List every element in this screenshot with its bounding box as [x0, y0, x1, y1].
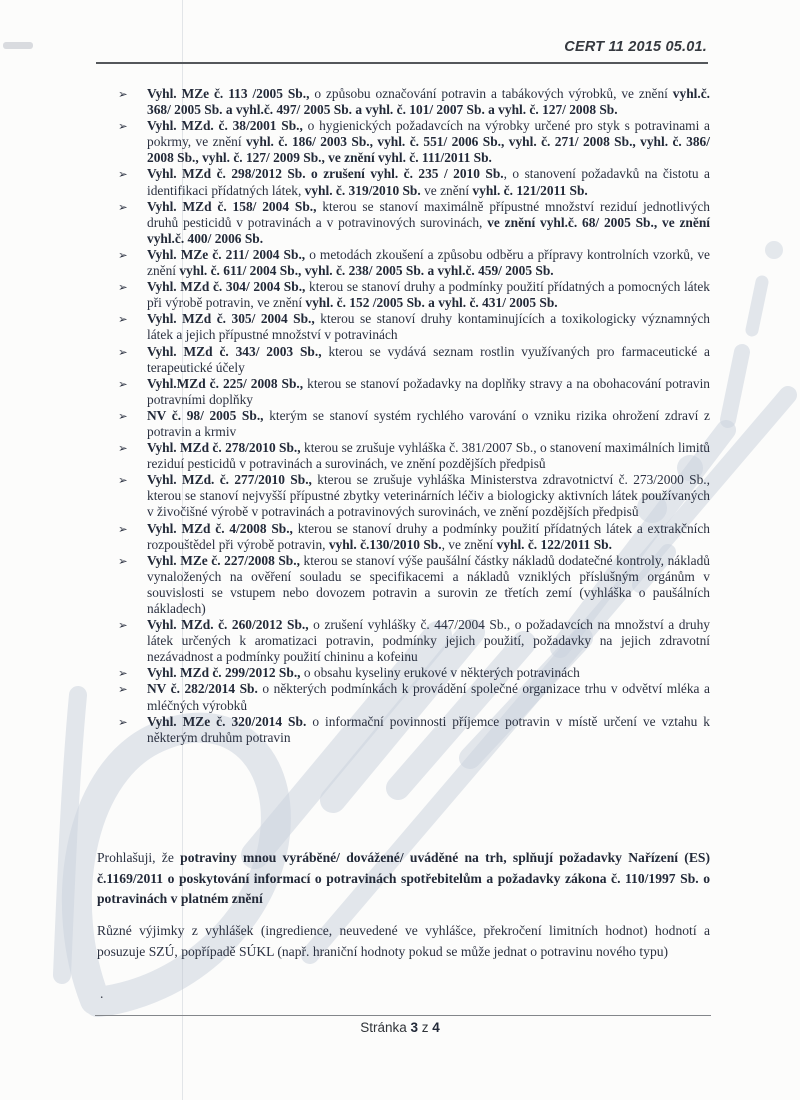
list-item-text: Vyhl. MZe č. 320/2014 Sb. o informační povinnosti příjemce potravin v místě určení ve vztahu k některým druhům potravin [147, 713, 710, 745]
arrow-bullet-icon: ➢ [118, 344, 128, 359]
arrow-bullet-icon: ➢ [118, 167, 128, 182]
list-item [118, 472, 710, 520]
list-item-text: Vyhl. MZd č. 4/2008 Sb., kterou se stanoví druhy a podmínky použití přídatných látek a extrakčních rozpouštědel při výrobě potravin, vyhl. č.130/2010 Sb., ve znění vyhl. č. 122/2011 Sb. [147, 520, 711, 552]
list-item-text: Vyhl. MZd č. 343/ 2003 Sb., kterou se vydává seznam rostlin využívaných pro farmaceutické a terapeutické účely [147, 343, 710, 375]
arrow-bullet-icon: ➢ [118, 666, 128, 681]
list-item-text: Vyhl.MZd č. 225/ 2008 Sb., kterou se stanoví požadavky na doplňky stravy a na obohacování potravin potravními doplňky [147, 375, 711, 407]
stray-period: . [100, 986, 104, 1001]
doc-code: CERT 11 2015 05.01. [564, 39, 707, 55]
arrow-bullet-icon: ➢ [118, 119, 128, 134]
list-item-text: Vyhl. MZd č. 304/ 2004 Sb., kterou se stanoví druhy a podmínky použití přídatných a pomocných látek při výrobě potravin, ve znění vyhl. č. 152 /2005 Sb. a vyhl. č. 431/ 2005 Sb. [147, 279, 710, 311]
list-item-text: NV č. 282/2014 Sb. o některých podmínkách k provádění společné organizace trhu v odvětví mléka a mléčných výrobků [147, 681, 710, 713]
page-number: Stránka 3 z 4 [360, 1020, 440, 1035]
list-item [118, 376, 710, 408]
list-item [118, 617, 710, 665]
arrow-bullet-icon: ➢ [118, 714, 128, 729]
list-item-text: Vyhl. MZd č. 278/2010 Sb., kterou se zrušuje vyhláška č. 381/2007 Sb., o stanovení maximálních limitů reziduí pesticidů v potravinách a surovinách, ve znění pozdějších předpisů [147, 440, 710, 472]
list-item-text: Vyhl. MZd č. 158/ 2004 Sb., kterou se stanoví maximálně přípustné množství reziduí jednotlivých druhů pesticidů v potravinách a v potravinových surovinách, ve znění vyhl.č. 68/ 2005 Sb., ve znění vyhl.č. 400/ 2006 Sb. [147, 198, 710, 246]
arrow-bullet-icon: ➢ [118, 553, 128, 568]
list-item-text: Vyhl. MZd č. 305/ 2004 Sb., kterou se stanoví druhy kontaminujících a toxikologicky významných látek a jejich přípustné množství v potravinách [147, 311, 710, 343]
arrow-bullet-icon: ➢ [118, 312, 128, 327]
header-divider [96, 62, 708, 64]
list-item [118, 714, 710, 746]
exceptions-paragraph: Různé výjimky z vyhlášek (ingredience, neuvedené ve vyhlášce, překročení limitních hodnot) hodnotí a posuzuje SZÚ, popřípadě SÚKL (např. hraniční hodnoty pokud se může jednat o potravinu nového typu) [97, 923, 710, 959]
footer-divider [95, 1015, 711, 1016]
arrow-bullet-icon: ➢ [118, 376, 128, 391]
list-item-text: Vyhl. MZd č. 298/2012 Sb. o zrušení vyhl. č. 235 / 2010 Sb., o stanovení požadavků na čistotu a identifikaci přídatných látek, vyhl. č. 319/2010 Sb. ve znění vyhl. č. 121/2011 Sb. [147, 166, 710, 198]
list-item-text: Vyhl. MZe č. 211/ 2004 Sb., o metodách zkoušení a způsobu odběru a přípravy kontrolních vzorků, ve znění vyhl. č. 611/ 2004 Sb., vyhl. č. 238/ 2005 Sb. a vyhl.č. 459/ 2005 Sb. [147, 246, 710, 279]
arrow-bullet-icon: ➢ [118, 408, 128, 423]
arrow-bullet-icon: ➢ [118, 473, 128, 488]
list-item [118, 118, 710, 166]
list-item [118, 440, 710, 472]
list-item [118, 311, 710, 343]
list-item [118, 681, 710, 713]
declaration-paragraph: Prohlašuji, že potraviny mnou vyráběné/ dovážené/ uváděné na trh, splňují požadavky Nařízení (ES) č.1169/2011 o poskytování informací o potravinách spotřebitelům a požadavky zákona č. 110/1997 Sb. o potravinách v platném znění [97, 850, 710, 906]
list-item-text: Vyhl. MZe č. 113 /2005 Sb., o způsobu označování potravin a tabákových výrobků, ve znění vyhl.č. 368/ 2005 Sb. a vyhl.č. 497/ 2005 Sb. a vyhl. č. 101/ 2007 Sb. a vyhl. č. 127/ 2008 Sb. [147, 86, 710, 118]
list-item-text: Vyhl. MZd č. 299/2012 Sb., o obsahu kyseliny erukové v některých potravinách [147, 665, 580, 681]
list-item [118, 521, 710, 553]
list-item-text: Vyhl. MZd. č. 38/2001 Sb., o hygienických požadavcích na výrobky určené pro styk s potravinami a pokrmy, ve znění vyhl. č. 186/ 2003 Sb., vyhl. č. 551/ 2006 Sb., vyhl. č. 271/ 2008 Sb., vyhl. č. 386/ 2008 Sb., vyhl. č. 127/ 2009 Sb., ve znění vyhl. č. 111/2011 Sb. [147, 118, 710, 166]
list-item [118, 553, 710, 617]
list-item [118, 247, 710, 279]
list-item [118, 199, 710, 247]
list-item-text: Vyhl. MZd. č. 277/2010 Sb., kterou se zrušuje vyhláška Ministerstva zdravotnictví č. 273/2000 Sb., kterou se stanoví nejvyšší přípustné zbytky veterinárních léčiv a biologicky aktivních látek používaných v živočišné výrobě v potravinách a potravinových surovinách, ve znění pozdějších předpisů [147, 472, 710, 520]
arrow-bullet-icon: ➢ [118, 682, 128, 697]
scan-smudge [3, 42, 33, 49]
regulation-list [118, 86, 710, 746]
list-item [118, 279, 710, 311]
list-item [118, 166, 710, 198]
list-item-text: NV č. 98/ 2005 Sb., kterým se stanoví systém rychlého varování o vzniku rizika ohrožení zdraví z potravin a krmiv [147, 407, 710, 439]
arrow-bullet-icon: ➢ [118, 618, 128, 633]
list-item [118, 408, 710, 440]
arrow-bullet-icon: ➢ [118, 280, 128, 295]
arrow-bullet-icon: ➢ [118, 199, 128, 214]
list-item [118, 665, 710, 681]
list-item [118, 86, 710, 118]
list-item-text: Vyhl. MZe č. 227/2008 Sb., kterou se stanoví výše paušální částky nákladů dodatečné kontroly, nákladů vynaložených na ověření souladu se specifikacemi a nákladů vzniklých příslušným orgánům v souvislosti se vstupem nebo dovozem potravin a surovin ze třetích zemí (vyhláška o paušálních nákladech) [147, 552, 710, 616]
arrow-bullet-icon: ➢ [118, 521, 128, 536]
list-item-text: Vyhl. MZd. č. 260/2012 Sb., o zrušení vyhlášky č. 447/2004 Sb., o požadavcích na množství a druhy látek určených k aromatizaci potravin, podmínky jejich použití, požadavky na jejich zdravotní nezávadnost a podmínky použití chininu a kofeinu [147, 617, 710, 665]
arrow-bullet-icon: ➢ [118, 87, 128, 101]
arrow-bullet-icon: ➢ [118, 247, 128, 262]
list-item [118, 344, 710, 376]
arrow-bullet-icon: ➢ [118, 441, 128, 456]
